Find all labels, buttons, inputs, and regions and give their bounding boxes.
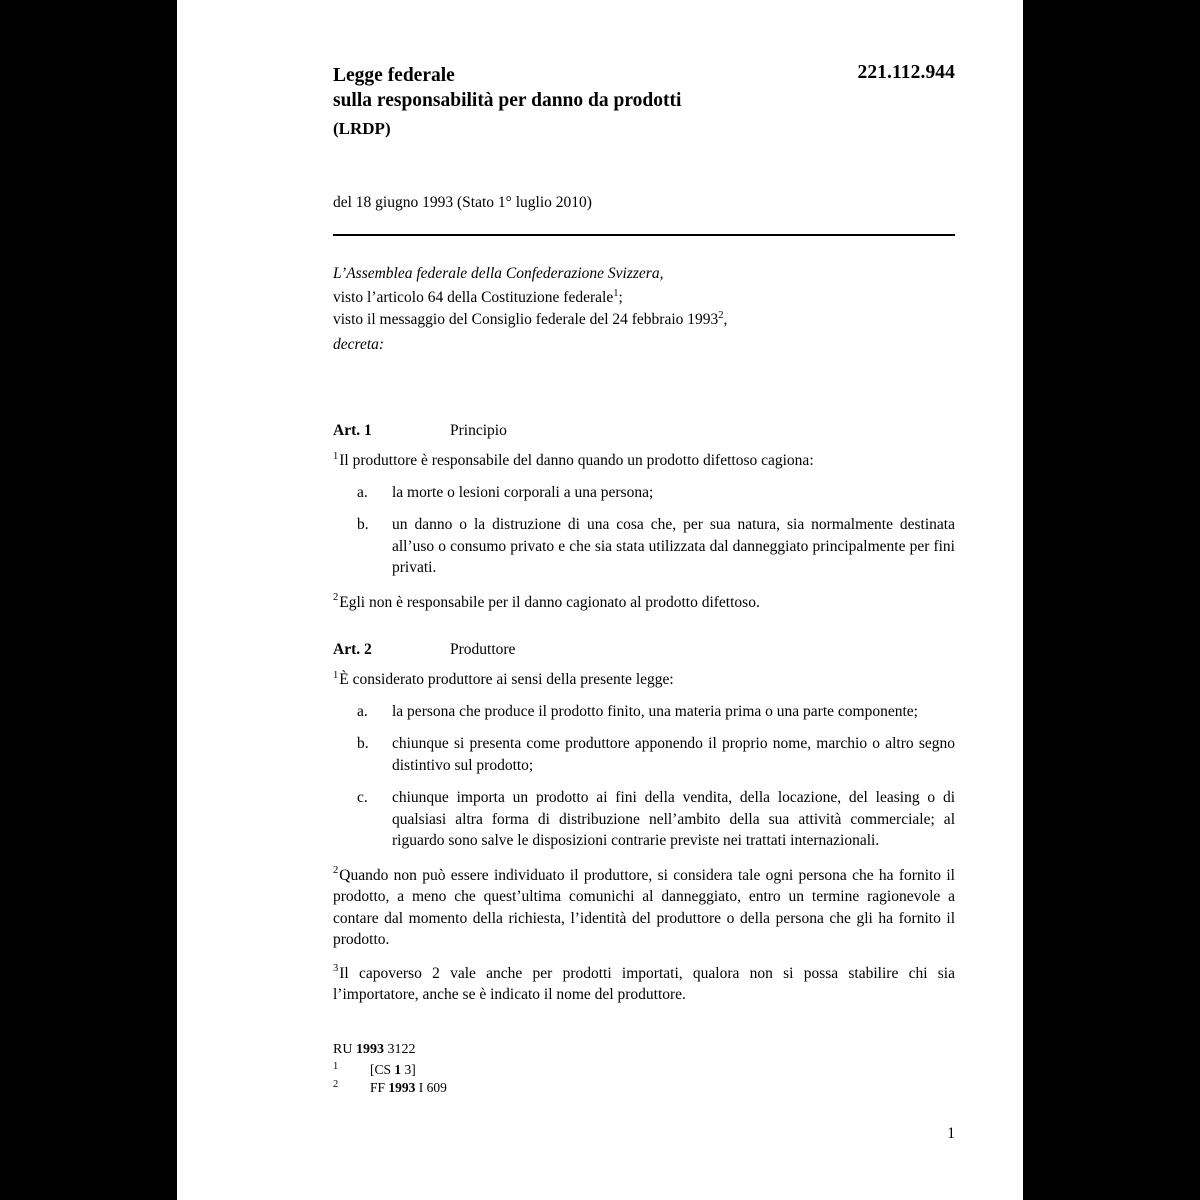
- article-1-paragraph-2: [333, 592, 955, 614]
- paragraph-text: Il produttore è responsabile del danno quando un prodotto difettoso cagiona:: [339, 452, 814, 469]
- footnote-bold-part: 1993: [388, 1080, 416, 1095]
- preamble-assembly-line: L’Assemblea federale della Confederazione Svizzera,: [333, 265, 664, 282]
- footnote-ref-1[interactable]: 1: [613, 287, 619, 299]
- document-date-status: del 18 giugno 1993 (Stato 1° luglio 2010): [333, 194, 592, 211]
- list-item-text: chiunque importa un prodotto ai fini della vendita, della locazione, del leasing o di qualsiasi altra forma di distribuzione nell’ambito della sua attività commerciale; al riguardo sono salve le disposizioni contrarie previste nei trattati internazionali.: [392, 789, 955, 849]
- list-item-text: la morte o lesioni corporali a una persona;: [392, 483, 654, 501]
- footnote-suffix: I 609: [415, 1080, 447, 1095]
- article-2-number: Art. 2: [333, 641, 372, 658]
- footnote-source-prefix: RU: [333, 1042, 356, 1057]
- list-item: [333, 482, 955, 504]
- footnote-prefix: [CS: [370, 1062, 395, 1077]
- list-item-letter: a.: [357, 483, 368, 501]
- document-page: [177, 0, 1023, 1200]
- article-1-heading: [333, 420, 955, 441]
- article-2-title: Produttore: [450, 641, 516, 658]
- footnote-entry-1: [333, 1061, 955, 1079]
- paragraph-text: Il capoverso 2 vale anche per prodotti importati, qualora non si possa stabilire chi sia l’importatore, anche se è indicato il nome del produttore.: [333, 964, 955, 1003]
- footnote-source-reference: [333, 1041, 955, 1058]
- footnote-source-page: 3122: [383, 1042, 416, 1057]
- footnote-entry-2: [333, 1079, 955, 1097]
- articles-container: [333, 420, 955, 1006]
- article-2-paragraph-2: [333, 865, 955, 951]
- list-item-text: un danno o la distruzione di una cosa che, per sua natura, sia normalmente destinata all’uso o consumo privato e che sia stata utilizzata dal danneggiato principalmente per fini privati.: [392, 516, 955, 576]
- list-item: [333, 787, 955, 852]
- preamble-visto-1-text: visto l’articolo 64 della Costituzione federale: [333, 289, 614, 306]
- preamble-block: [333, 263, 955, 356]
- footnotes-block: [333, 1041, 955, 1097]
- header-divider-rule: [333, 234, 955, 236]
- footnote-source-year: 1993: [355, 1042, 384, 1057]
- article-1-number: Art. 1: [333, 422, 372, 439]
- paragraph-marker: 1: [333, 669, 339, 681]
- document-abbreviation: (LRDP): [333, 119, 391, 138]
- list-item: [333, 733, 955, 776]
- paragraph-marker: 3: [333, 963, 339, 975]
- paragraph-marker: 2: [333, 865, 339, 877]
- footnote-marker: 1: [333, 1061, 339, 1072]
- page-content-column: [333, 0, 955, 1200]
- article-2-paragraph-1: [333, 669, 955, 691]
- document-header: [333, 63, 955, 140]
- article-2-heading: [333, 639, 955, 660]
- footnote-ref-2[interactable]: 2: [718, 309, 724, 321]
- paragraph-text: Quando non può essere individuato il produttore, si considera tale ogni persona che ha fornito il prodotto, a meno che quest’ultima comunichi al danneggiato, entro un termine ragionevole a contare dal momento della richiesta, l’identità del produttore o della persona che gli ha fornito il prodotto.: [333, 866, 955, 948]
- paragraph-text: È considerato produttore ai sensi della presente legge:: [339, 671, 674, 688]
- preamble-visto-line-2: [333, 309, 955, 331]
- preamble-decreta: decreta:: [333, 336, 385, 353]
- page-number: 1: [947, 1125, 955, 1142]
- footnote-suffix: 3]: [401, 1062, 416, 1077]
- article-2: [333, 639, 955, 1006]
- footnote-prefix: FF: [370, 1080, 389, 1095]
- article-1-title: Principio: [450, 422, 507, 439]
- list-item: [333, 514, 955, 579]
- title-line-2: sulla responsabilità per danno da prodotti: [333, 90, 682, 111]
- article-1-paragraph-1: [333, 450, 955, 472]
- footnote-bold-part: 1: [394, 1062, 402, 1077]
- list-item-letter: b.: [357, 516, 369, 533]
- title-line-1: Legge federale: [333, 65, 455, 86]
- preamble-visto-line-1: [333, 287, 955, 309]
- list-item-letter: c.: [357, 789, 368, 806]
- article-1-item-list: [333, 482, 955, 579]
- preamble-visto-2-text: visto il messaggio del Consiglio federale del 24 febbraio 1993: [333, 311, 719, 328]
- paragraph-marker: 2: [333, 592, 339, 604]
- list-item-letter: b.: [357, 735, 369, 752]
- list-item-letter: a.: [357, 702, 368, 720]
- article-2-item-list: [333, 701, 955, 852]
- preamble-visto-2-tail: ,: [723, 311, 728, 328]
- paragraph-text: Egli non è responsabile per il danno cagionato al prodotto difettoso.: [339, 593, 760, 611]
- list-item: [333, 701, 955, 723]
- document-classification-number: 221.112.944: [857, 62, 955, 83]
- preamble-visto-1-tail: ;: [618, 289, 623, 306]
- article-2-paragraph-3: [333, 963, 955, 1006]
- list-item-text: la persona che produce il prodotto finito, una materia prima o una parte componente;: [392, 702, 918, 720]
- article-1: [333, 420, 955, 613]
- list-item-text: chiunque si presenta come produttore apponendo il proprio nome, marchio o altro segno distintivo sul prodotto;: [392, 735, 955, 774]
- paragraph-marker: 1: [333, 450, 339, 462]
- footnote-marker: 2: [333, 1079, 339, 1090]
